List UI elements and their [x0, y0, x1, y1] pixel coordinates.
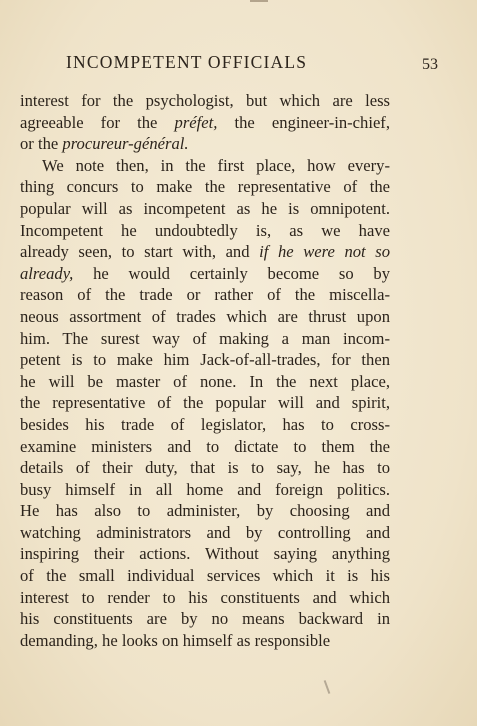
text-run: he will be master of none. In the next place, — [20, 371, 390, 391]
text-line — [20, 112, 390, 134]
text-line — [20, 522, 390, 544]
italic-text: procureur-général. — [62, 134, 189, 154]
text-run: petent is to make him Jack-of-all-trades, for then — [20, 350, 390, 370]
text-line — [20, 220, 390, 242]
text-run: besides his trade of legislator, has to cross- — [20, 414, 390, 434]
text-line — [20, 90, 390, 112]
text-line — [20, 543, 390, 565]
italic-text: if he were not so — [259, 242, 390, 262]
text-run: examine ministers and to dictate to them the — [20, 436, 390, 456]
text-line — [20, 328, 390, 350]
text-line — [20, 284, 390, 306]
text-run: popular will as incompetent as he is omnipotent. — [20, 198, 390, 218]
italic-text: préfet, — [174, 112, 218, 132]
text-line — [20, 436, 390, 458]
text-line — [20, 457, 390, 479]
text-run: interest for the psychologist, but which are less — [20, 91, 390, 110]
text-run: We note then, in the first place, how every- — [42, 155, 390, 175]
text-run: thing concurs to make the representative of the — [20, 177, 390, 197]
text-run: demanding, he looks on himself as responsible — [20, 630, 331, 650]
text-run: interest to render to his constituents and which — [20, 587, 390, 607]
text-run: or the — [20, 134, 63, 154]
text-line — [20, 371, 390, 393]
text-line — [20, 263, 390, 285]
text-run: busy himself in all home and foreign politics. — [20, 479, 390, 499]
italic-text: already, — [20, 263, 74, 283]
body-text — [20, 90, 390, 651]
text-line — [20, 479, 390, 501]
top-edge-mark — [250, 0, 268, 2]
text-line — [20, 133, 390, 155]
text-line — [20, 392, 390, 414]
text-run: reason of the trade or rather of the miscella- — [20, 285, 390, 305]
text-run: watching administrators and by controlling and — [20, 522, 390, 542]
text-run: He has also to administer, by choosing and — [20, 501, 390, 521]
text-run: agreeable for the — [20, 112, 175, 132]
text-run: neous assortment of trades which are thrust upon — [20, 306, 390, 326]
text-run: already seen, to start with, and — [20, 242, 260, 262]
pencil-mark — [324, 680, 331, 694]
text-run: the engineer-in-chief, — [217, 112, 390, 132]
text-run: his constituents are by no means backward in — [20, 609, 390, 629]
text-run: he would certainly become so by — [73, 263, 390, 283]
text-line — [20, 630, 390, 652]
page-number: 53 — [422, 56, 438, 73]
text-line — [20, 155, 390, 177]
text-line — [20, 500, 390, 522]
text-run: of the small individual services which it is his — [20, 566, 390, 586]
running-title: INCOMPETENT OFFICIALS — [66, 52, 308, 72]
text-run: the representative of the popular will and spirit, — [20, 393, 390, 413]
text-line — [20, 349, 390, 371]
text-line — [20, 198, 390, 220]
text-run: details of their duty, that is to say, he has to — [20, 458, 390, 478]
text-run: Incompetent he undoubtedly is, as we have — [20, 220, 390, 240]
text-line — [20, 587, 390, 609]
running-header — [20, 50, 458, 74]
text-line — [20, 241, 390, 263]
text-line — [20, 565, 390, 587]
text-run: him. The surest way of making a man incom- — [20, 328, 390, 348]
text-line — [20, 608, 390, 630]
text-run: inspiring their actions. Without saying anything — [20, 544, 390, 564]
text-line — [20, 306, 390, 328]
text-line — [20, 176, 390, 198]
text-line — [20, 414, 390, 436]
